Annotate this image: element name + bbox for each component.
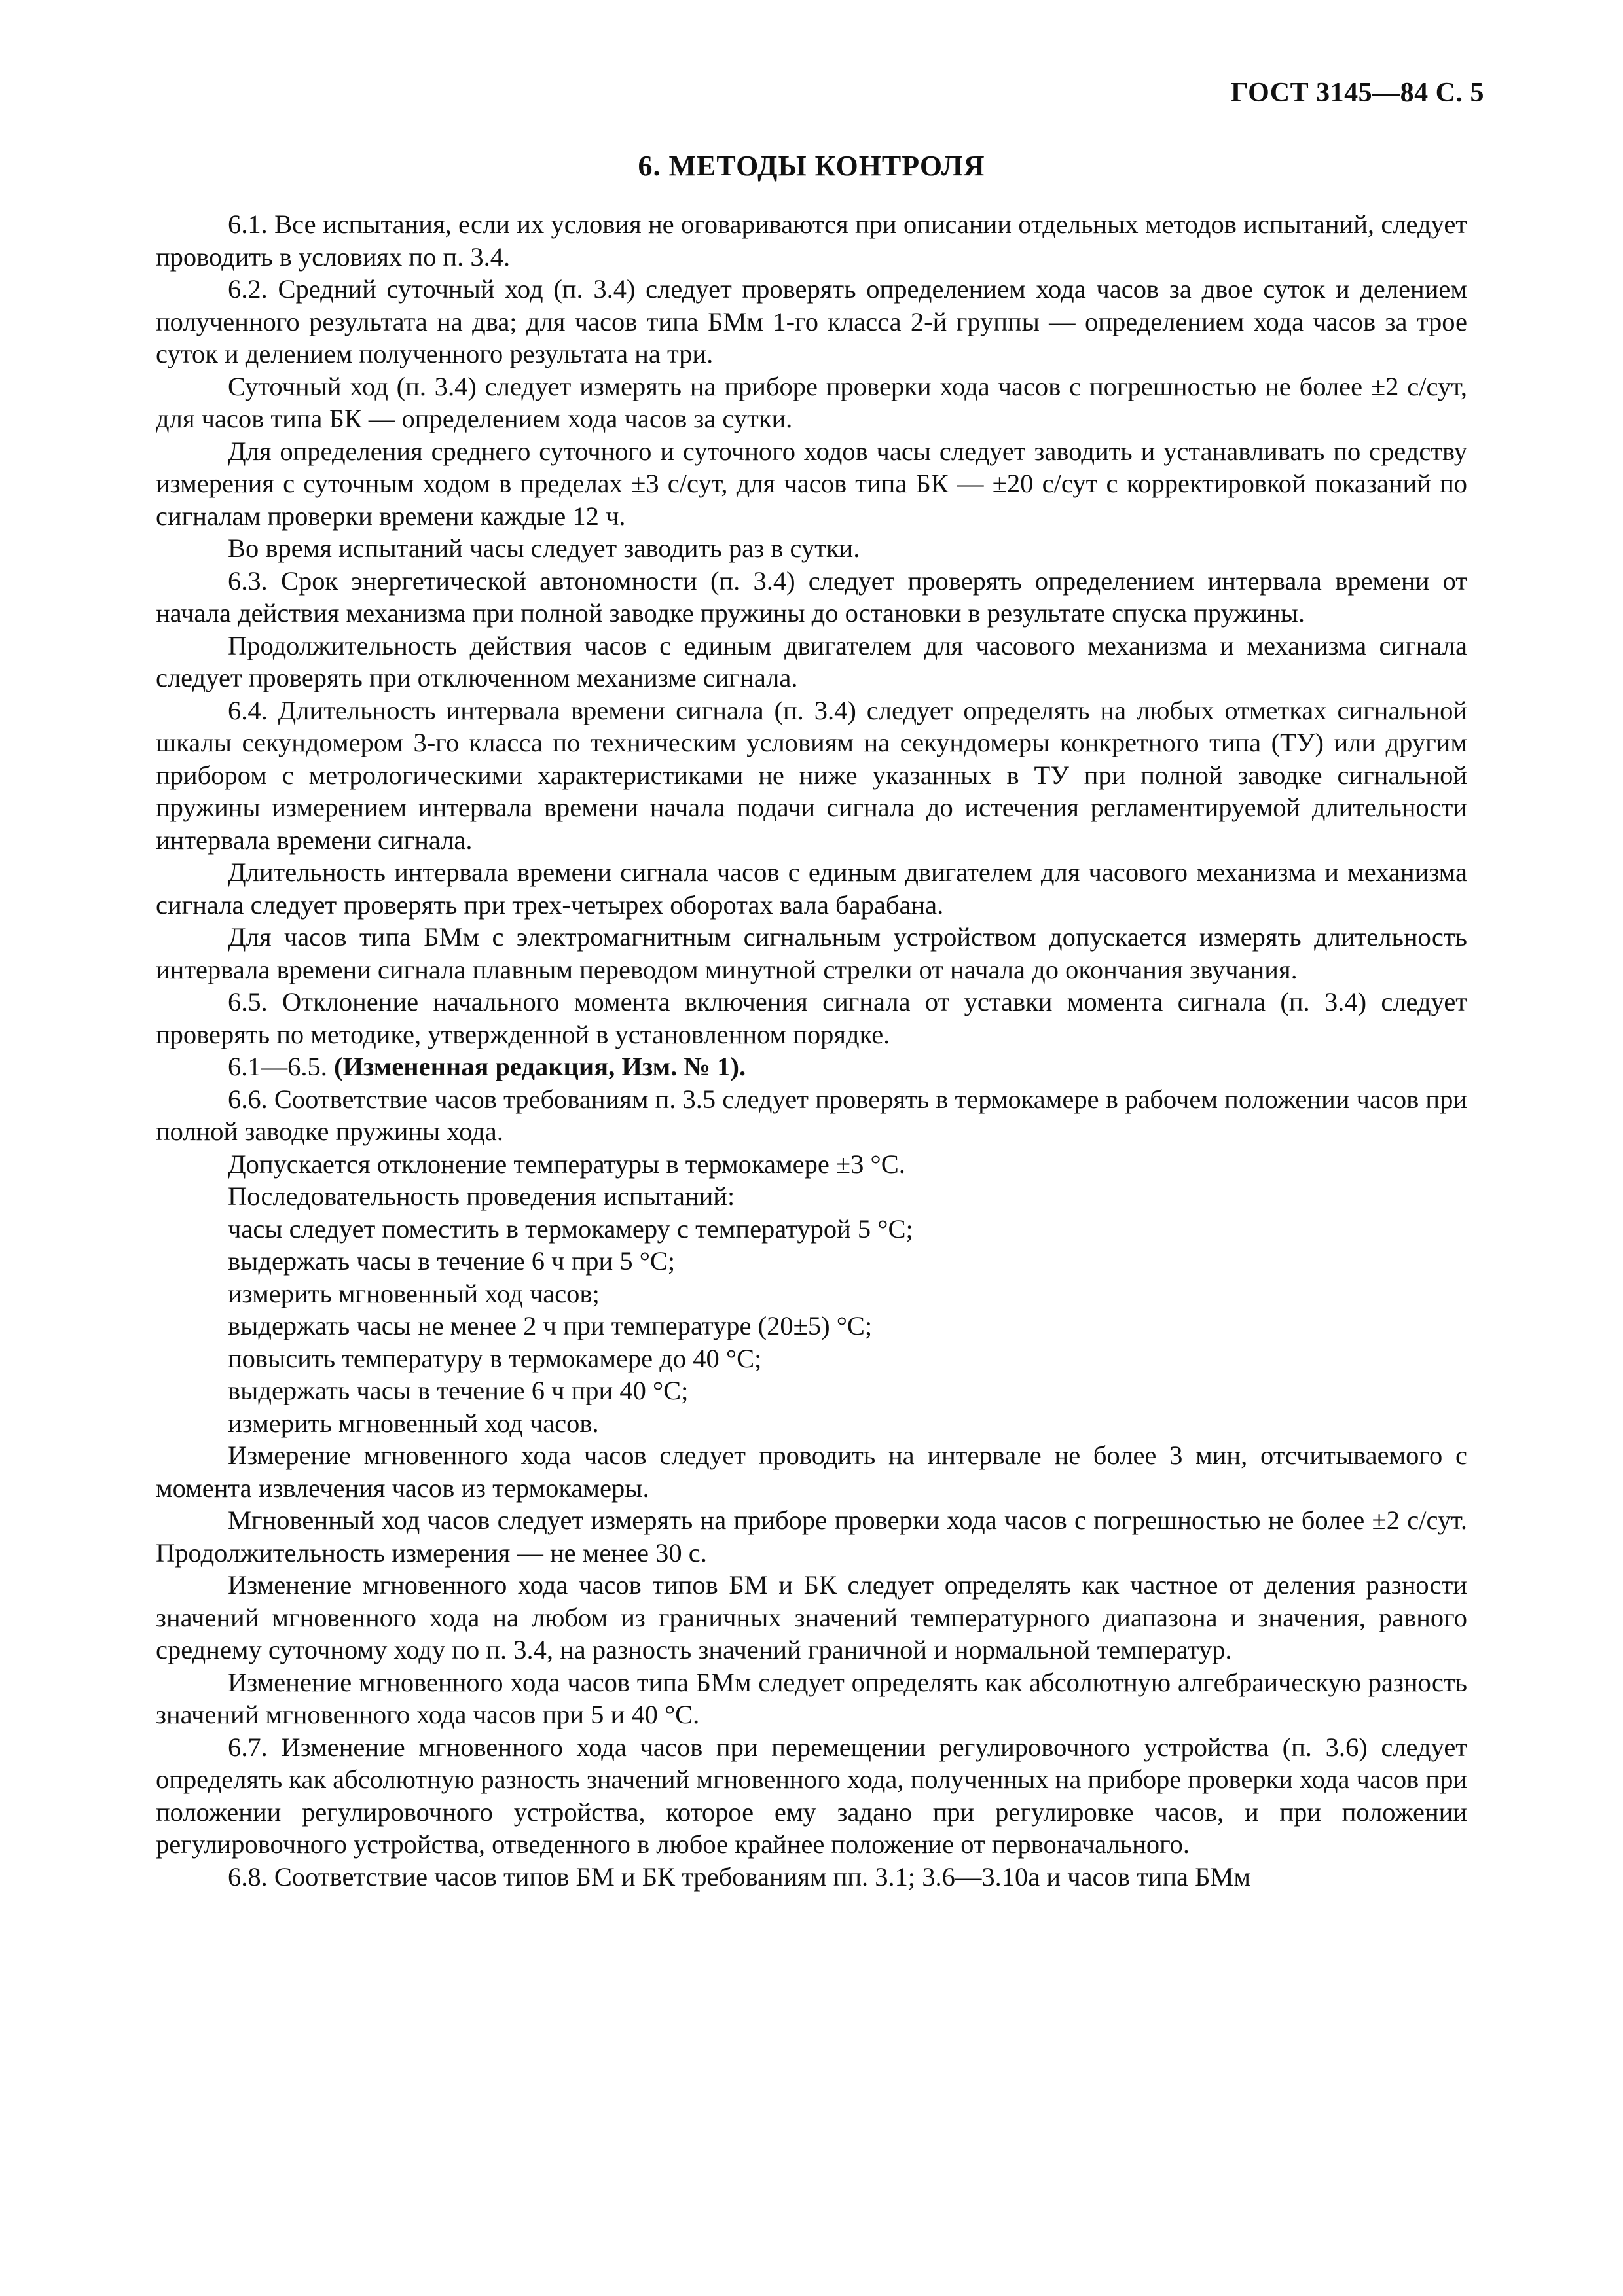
paragraph: Мгновенный ход часов следует измерять на приборе проверки хода часов с погрешностью не более ±2 с/сут. Продолжительность измерения — не менее 30 с. <box>156 1505 1467 1568</box>
list-item: выдержать часы не менее 2 ч при температуре (20±5) °С; <box>228 1311 873 1340</box>
amendment-prefix: 6.1—6.5. <box>228 1052 334 1081</box>
list-item: измерить мгновенный ход часов. <box>228 1408 599 1438</box>
amendment-bold: (Измененная редакция, Изм. № 1). <box>334 1052 746 1081</box>
paragraph: Продолжительность действия часов с единым двигателем для часового механизма и механизма сигнала следует проверять при отключенном механизме сигнала. <box>156 630 1467 692</box>
paragraph: 6.2. Средний суточный ход (п. 3.4) следует проверять определением хода часов за двое суток и делением полученного результата на два; для часов типа БМм 1-го класса 2-й группы — определением хода часов за трое суток и делением полученного результата на три. <box>156 274 1467 368</box>
amendment-note <box>156 1050 1467 1083</box>
paragraph: 6.6. Соответствие часов требованиям п. 3.5 следует проверять в термокамере в рабочем положении часов при полной заводке пружины хода. <box>156 1084 1467 1146</box>
paragraph: Для часов типа БМм с электромагнитным сигнальным устройством допускается измерять длительность интервала времени сигнала плавным переводом минутной стрелки от начала до окончания звучания. <box>156 922 1467 984</box>
paragraph: 6.8. Соответствие часов типов БМ и БК требованиям пп. 3.1; 3.6—3.10а и часов типа БМм <box>228 1861 1251 1892</box>
paragraph: 6.7. Изменение мгновенного хода часов при перемещении регулировочного устройства (п. 3.6) следует определять как абсолютную разность значений мгновенного хода, полученных на приборе проверки хода часов при положении регулировочного устройства, которое ему задано при регулировке часов, и при положении регулировочного устройства, отведенного в любое крайнее положение от первоначального. <box>156 1732 1467 1859</box>
paragraph: 6.1. Все испытания, если их условия не оговариваются при описании отдельных методов испытаний, следует проводить в условиях по п. 3.4. <box>156 209 1467 272</box>
paragraph: 6.4. Длительность интервала времени сигнала (п. 3.4) следует определять на любых отметках сигнальной шкалы секундомером 3-го класса по техническим условиям на секундомеры конкретного типа (ТУ) или другим прибором с метрологическими характеристиками не ниже указанных в ТУ при полной заводке сигнальной пружины измерением интервала времени начала подачи сигнала до истечения регламентируемой длительности интервала времени сигнала. <box>156 695 1467 855</box>
section-title: 6. МЕТОДЫ КОНТРОЛЯ <box>638 150 985 182</box>
paragraph: Во время испытаний часы следует заводить раз в сутки. <box>228 533 860 563</box>
paragraph: 6.3. Срок энергетической автономности (п. 3.4) следует проверять определением интервала времени от начала действия механизма при полной заводке пружины до остановки в результате спуска пружины. <box>156 565 1467 628</box>
paragraph: Изменение мгновенного хода часов типа БМм следует определять как абсолютную алгебраическую разность значений мгновенного хода часов при 5 и 40 °С. <box>156 1667 1467 1729</box>
list-item: часы следует поместить в термокамеру с температурой 5 °С; <box>228 1213 913 1244</box>
page-header: ГОСТ 3145—84 С. 5 <box>1230 78 1484 108</box>
paragraph: Изменение мгновенного хода часов типов БМ и БК следует определять как частное от деления разности значений мгновенного хода на любом из граничных значений температурного диапазона и значения, равного среднему суточному ходу по п. 3.4, на разность значений граничной и нормальной температур. <box>156 1570 1467 1664</box>
paragraph: Суточный ход (п. 3.4) следует измерять на приборе проверки хода часов с погрешностью не более ±2 с/сут, для часов типа БК — определением хода часов за сутки. <box>156 371 1467 433</box>
list-item: выдержать часы в течение 6 ч при 40 °С; <box>228 1376 689 1405</box>
paragraph: Последовательность проведения испытаний: <box>228 1181 735 1211</box>
list-item: выдержать часы в течение 6 ч при 5 °С; <box>228 1246 676 1276</box>
paragraph: 6.5. Отклонение начального момента включения сигнала от уставки момента сигнала (п. 3.4) следует проверять по методике, утвержденной в установленном порядке. <box>156 987 1467 1049</box>
paragraph: Допускается отклонение температуры в термокамере ±3 °С. <box>228 1149 905 1179</box>
paragraph: Для определения среднего суточного и суточного ходов часы следует заводить и устанавливать по средству измерения с суточным ходом в пределах ±3 с/сут, для часов типа БК — ±20 с/сут с корректировкой показаний по сигналам проверки времени каждые 12 ч. <box>156 436 1467 531</box>
paragraph: Длительность интервала времени сигнала часов с единым двигателем для часового механизма и механизма сигнала следует проверять при трех-четырех оборотах вала барабана. <box>156 857 1467 920</box>
document-body <box>156 208 1467 1893</box>
paragraph: Измерение мгновенного хода часов следует проводить на интервале не более 3 мин, отсчитываемого с момента извлечения часов из термокамеры. <box>156 1441 1467 1503</box>
list-item: измерить мгновенный ход часов; <box>228 1278 600 1308</box>
list-item: повысить температуру в термокамере до 40 °С; <box>228 1343 762 1373</box>
